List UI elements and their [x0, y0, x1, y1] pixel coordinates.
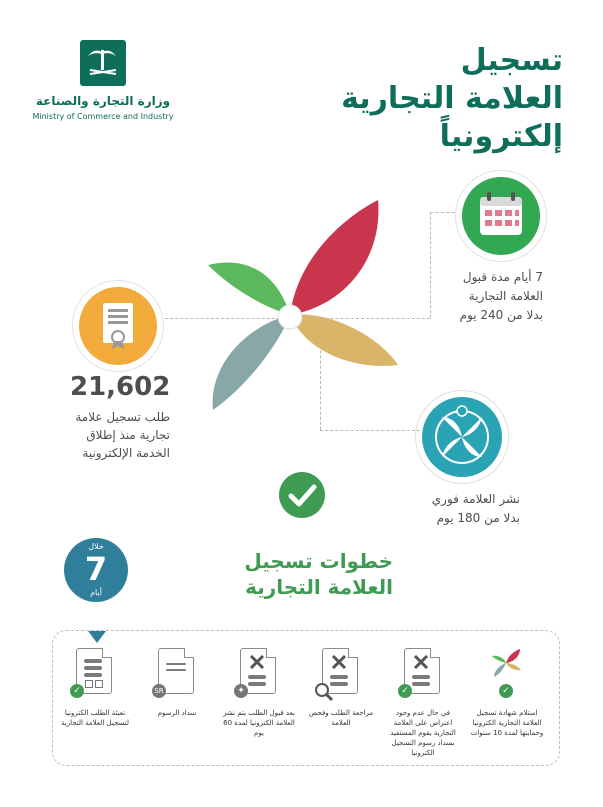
petal-gold — [290, 314, 398, 366]
certificate-fact-text — [30, 408, 170, 462]
certificate-line-3: الخدمة الإلكترونية — [82, 446, 170, 460]
approved-badge-icon: ✓ — [70, 684, 84, 698]
calendar-fact-text — [400, 268, 543, 325]
sr-badge-icon: SR — [152, 684, 166, 698]
ministry-name-english: Ministry of Commerce and Industry — [32, 112, 174, 121]
step-label: تعبئة الطلب الكترونيا لتسجيل العلامة التجارية — [61, 709, 129, 727]
approved-badge-icon: ✓ — [398, 684, 412, 698]
duration-bottom: أيام — [90, 588, 102, 597]
title-line-2: العلامة التجارية — [341, 81, 563, 116]
flower-center — [278, 305, 302, 329]
publish-trademark-icon — [422, 397, 502, 477]
page-title — [233, 42, 563, 156]
duration-badge — [64, 538, 128, 602]
step-label: سداد الرسوم — [157, 709, 197, 717]
calendar-line-3: بدلا من 240 يوم — [459, 308, 543, 322]
magnifier-icon — [314, 682, 334, 702]
petal-grey — [213, 315, 290, 410]
megaphone-badge-icon: ✦ — [234, 684, 248, 698]
step-label: بعد قبول الطلب يتم نشر العلامة الكترونيا لمدة 60 يوم — [223, 709, 295, 737]
duration-number: 7 — [84, 550, 108, 588]
duration-top: خلال — [88, 542, 104, 551]
certificate-circle — [79, 287, 157, 365]
title-line-3: إلكترونياً — [439, 119, 563, 154]
publish-line-1: نشر العلامة فوري — [431, 492, 520, 506]
steps-title-line-1: خطوات تسجيل — [244, 549, 393, 573]
certificate-line-1: طلب تسجيل علامة — [75, 410, 170, 424]
steps-box — [52, 630, 560, 766]
requests-count: 21,602 — [70, 372, 171, 402]
certificate-icon — [79, 287, 157, 365]
ministry-logo — [28, 40, 178, 130]
check-icon — [279, 472, 325, 518]
step-label: استلام شهادة تسجيل العلامة التجارية الكترونيا وحمايتها لمدة 10 سنوات — [470, 709, 544, 737]
steps-title-line-2: العلامة التجارية — [245, 575, 393, 599]
petal-green — [208, 262, 290, 315]
publish-circle — [422, 397, 502, 477]
palm-swords-icon — [80, 40, 126, 86]
flower-logo — [198, 195, 398, 415]
step-label: مراجعة الطلب وفحص العلامة — [308, 709, 374, 727]
approved-badge-icon: ✓ — [499, 684, 513, 698]
connector-down-h — [320, 430, 420, 431]
certificate-flower-icon — [490, 648, 522, 678]
step-label: في حال عدم وجود اعتراض على العلامة التجارية يقوم المستفيد بسداد رسوم التسجيل الكترونيا — [390, 709, 456, 757]
ministry-name-arabic: وزارة التجارة والصناعة — [35, 94, 171, 108]
steps-title — [193, 548, 393, 600]
publish-line-2: بدلا من 180 يوم — [436, 511, 520, 525]
certificate-line-2: تجارية منذ إطلاق — [86, 428, 170, 442]
calendar-circle — [462, 177, 540, 255]
calendar-line-1: 7 أيام مدة قبول — [462, 270, 543, 284]
calendar-line-2: العلامة التجارية — [468, 289, 543, 303]
calendar-icon — [462, 177, 540, 255]
petal-red — [290, 200, 378, 315]
title-line-1: تسجيل — [460, 43, 563, 78]
publish-fact-text — [380, 490, 520, 528]
